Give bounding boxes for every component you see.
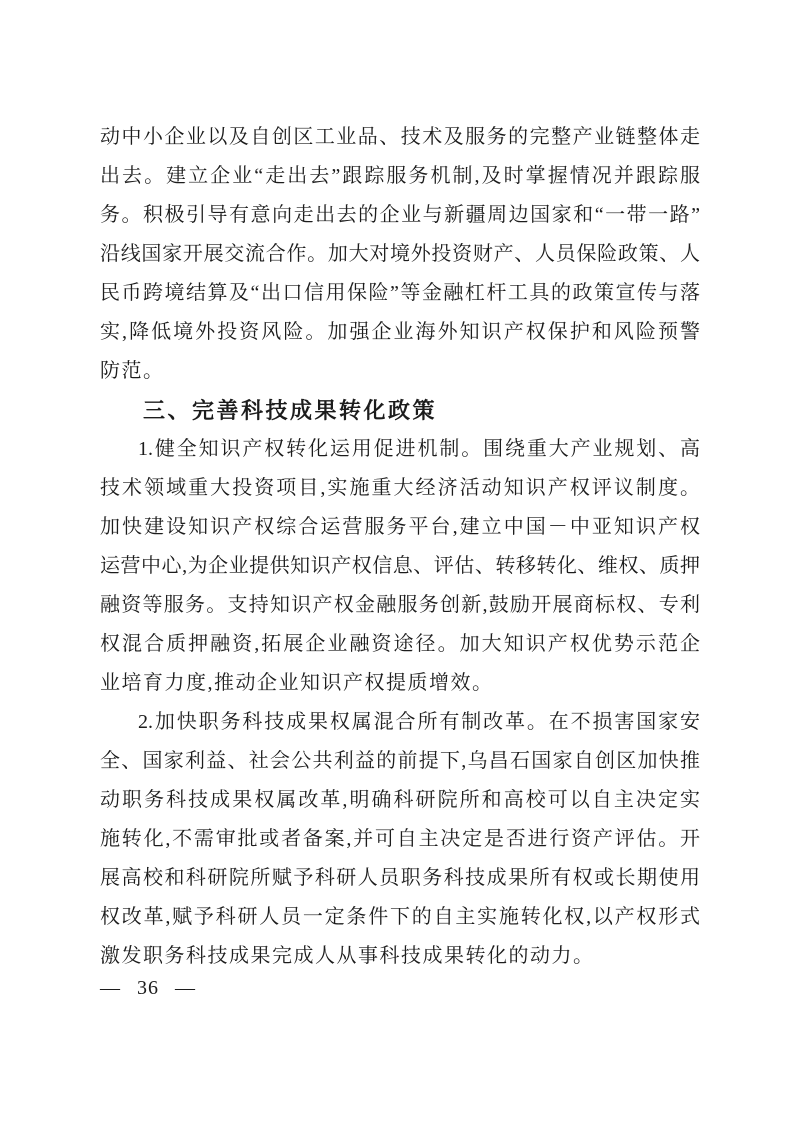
text-line: 动职务科技成果权属改革,明确科研院所和高校可以自主决定实	[100, 789, 700, 811]
text-line: 业培育力度,推动企业知识产权提质增效。	[100, 672, 494, 694]
text-line: 2.加快职务科技成果权属混合所有制改革。在不损害国家安	[138, 711, 700, 733]
text-line: 1.健全知识产权转化运用促进机制。围绕重大产业规划、高	[138, 438, 700, 460]
text-line: 技术领域重大投资项目,实施重大经济活动知识产权评议制度。	[100, 477, 700, 499]
text-line: 融资等服务。支持知识产权金融服务创新,鼓励开展商标权、专利	[100, 594, 700, 616]
text-line: 沿线国家开展交流合作。加大对境外投资财产、人员保险政策、人	[100, 243, 700, 265]
text-line: 出去。建立企业“走出去”跟踪服务机制,及时掌握情况并跟踪服	[100, 165, 700, 187]
text-line: 加快建设知识产权综合运营服务平台,建立中国－中亚知识产权	[100, 516, 700, 538]
text-line: 施转化,不需审批或者备案,并可自主决定是否进行资产评估。开	[100, 828, 700, 850]
text-line: 实,降低境外投资风险。加强企业海外知识产权保护和风险预警	[100, 321, 700, 343]
text-line: 民币跨境结算及“出口信用保险”等金融杠杆工具的政策宣传与落	[100, 282, 700, 304]
text-line: 动中小企业以及自创区工业品、技术及服务的完整产业链整体走	[100, 126, 700, 148]
text-line: 展高校和科研院所赋予科研人员职务科技成果所有权或长期使用	[100, 867, 700, 889]
paragraph-continuation	[100, 118, 700, 391]
page-number: — 36 —	[100, 977, 196, 999]
text-line: 权混合质押融资,拓展企业融资途径。加大知识产权优势示范企	[100, 633, 700, 655]
text-line: 权改革,赋予科研人员一定条件下的自主实施转化权,以产权形式	[100, 906, 700, 928]
paragraph-item-1	[100, 430, 700, 703]
text-line: 防范。	[100, 360, 165, 382]
text-line: 全、国家利益、社会公共利益的前提下,乌昌石国家自创区加快推	[100, 750, 700, 772]
text-line: 务。积极引导有意向走出去的企业与新疆周边国家和“一带一路”	[100, 204, 700, 226]
document-body	[100, 118, 700, 976]
text-line: 激发职务科技成果完成人从事科技成果转化的动力。	[100, 945, 595, 967]
text-line: 运营中心,为企业提供知识产权信息、评估、转移转化、维权、质押	[100, 555, 700, 577]
section-heading: 三、完善科技成果转化政策	[143, 398, 438, 423]
paragraph-item-2	[100, 703, 700, 976]
